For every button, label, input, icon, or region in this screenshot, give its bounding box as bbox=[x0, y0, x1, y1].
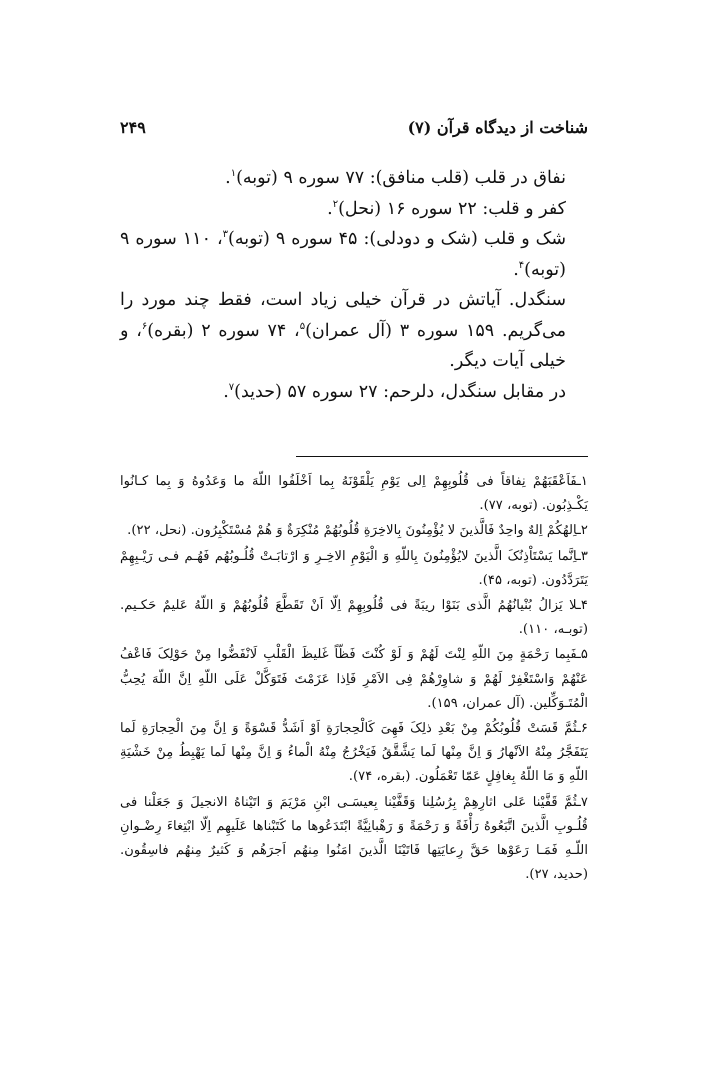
footnote-text: اِلهُکُمْ اِلهٌ واحِدٌ فَالَّذینَ لا یُؤْمِنُونَ بِالاخِرَةِ قُلُوبُهُمْ مُنْکِرَةٌ وَ هُمْ مُسْتَکْبِرُون. (نحل، ۲۲). bbox=[127, 523, 578, 539]
body-line-4-mid: ، ۷۴ سوره ۲ (بقره) bbox=[147, 320, 300, 341]
body-line-1-text: نفاق در قلب (قلب منافق): ۷۷ سوره ۹ (توبه) bbox=[236, 168, 566, 188]
body-line-5 bbox=[120, 377, 588, 408]
footnote-number: ۷ـ bbox=[577, 794, 588, 810]
body-line-1 bbox=[120, 163, 588, 194]
footnote-number: ۲ـ bbox=[577, 523, 588, 539]
page-number: ۲۴۹ bbox=[120, 118, 146, 137]
footnote-number: ۴ـ bbox=[577, 598, 588, 614]
body-line-5-end: . bbox=[223, 381, 229, 402]
body-line-1-end: . bbox=[225, 168, 231, 188]
footnote-number: ۶ـ bbox=[577, 721, 588, 737]
footnote-ref-6[interactable]: ۶ bbox=[141, 320, 148, 332]
footnotes bbox=[120, 470, 588, 888]
body-line-3 bbox=[120, 224, 588, 285]
body-line-2 bbox=[120, 194, 588, 225]
body-line-4-text: سنگدل. آیاتش در قرآن خیلی زیاد است، فقط چند مورد را می‌گریم. ۱۵۹ سوره ۳ (آل عمران) bbox=[120, 290, 566, 341]
footnote-ref-2[interactable]: ۲ bbox=[332, 198, 339, 210]
footnote-ref-1[interactable]: ۱ bbox=[230, 168, 237, 180]
footnote-5 bbox=[120, 643, 588, 716]
body-line-4-end: ، و خیلی آیات دیگر. bbox=[120, 320, 566, 371]
footnote-number: ۵ـ bbox=[577, 647, 588, 663]
footnote-2 bbox=[120, 519, 588, 543]
footnote-ref-5[interactable]: ۵ bbox=[299, 320, 306, 332]
footnote-divider bbox=[296, 456, 588, 457]
footnote-ref-3[interactable]: ۳ bbox=[222, 229, 229, 241]
footnote-text: لا یَزالُ بُنْیانُهُمُ الَّذی بَنَوْا ریبَةً فی قُلُوبِهِمْ اِلّا اَنْ تَقَطَّعَ قُلُوبُهُمْ وَ اللّهُ عَلیمٌ حَکـیم. (توبـه، ۱۱۰). bbox=[120, 598, 588, 638]
main-text bbox=[120, 163, 588, 407]
body-line-4 bbox=[120, 285, 588, 377]
footnote-text: فَاَعْقَبَهُمْ نِفاقاً فی قُلُوبِهِمْ اِلی یَوْمِ یَلْقَوْنَهُ بِما اَخْلَفُوا اللّهَ ما وَعَدُوهُ وَ بِما کـانُوا یَکْـذِبُون. (توبه، ۷۷). bbox=[120, 474, 588, 514]
footnote-3 bbox=[120, 545, 588, 593]
footnote-4 bbox=[120, 594, 588, 642]
body-line-3-text: شک و قلب (شک و دودلی): ۴۵ سوره ۹ (توبه) bbox=[228, 229, 566, 249]
footnote-7 bbox=[120, 791, 588, 888]
running-header bbox=[120, 118, 588, 144]
footnote-1 bbox=[120, 470, 588, 518]
footnote-text: فَبِما رَحْمَةٍ مِنَ اللّهِ لِنْتَ لَهُمْ وَ لَوْ کُنْتَ فَظّاً غَلیظَ الْقَلْبِ لَانْفَضُّوا مِنْ حَوْلِکَ فَاعْفُ عَنْهُمْ وَاسْتَغْفِرْ لَهُمْ وَ شاوِرْهُمْ فِی الاَمْرِ فَاِذا عَزَمْتَ فَتَوَکَّلْ عَلَی اللّهِ اِنَّ اللّهَ یُحِبُّ الْمُتَـوَکِّلین. (آل عمران، ۱۵۹). bbox=[120, 647, 588, 711]
footnote-6 bbox=[120, 717, 588, 790]
footnote-text: ثُمَّ قَفَّیْنا عَلی اثارِهِمْ بِرُسُلِنا وَقَفَّیْنا بِعیسَـی ابْنِ مَرْیَمَ وَ اتَیْناهُ الانجیلَ وَ جَعَلْنا فی قُلُـوبِ الَّذینَ اتَّبَعُوهُ رَأْفَةً وَ رَحْمَةً وَ رَهْبانِیَّةً ابْتَدَعُوها ما کَتَبْناها عَلَیهِم اِلّا ابْتِغاءَ رِضْـوانِ اللّـهِ فَمَـا رَعَوْها حَقَّ رِعایَتِها فَاتَیْنَا الَّذینَ امَنُوا مِنهُم اَجرَهُم وَ کَثیرٌ مِنهُم فاسِقُون. (حدید، ۲۷). bbox=[120, 794, 588, 883]
footnote-text: اِنَّما یَسْتَاْذِنُکَ الَّذینَ لایُؤْمِنُونَ بِاللّهِ وَ الْیَوْمِ الاخِـرِ وَ ارْتابَـتْ قُلُـوبُهُم فَهُـم فـی رَیْـبِهِمْ یَتَرَدَّدُون. (توبه، ۴۵). bbox=[120, 548, 588, 588]
footnote-ref-7[interactable]: ۷ bbox=[228, 381, 235, 393]
body-line-5-text: در مقابل سنگدل، دلرحم: ۲۷ سوره ۵۷ (حدید) bbox=[234, 381, 566, 402]
body-line-2-text: کفر و قلب: ۲۲ سوره ۱۶ (نحل) bbox=[338, 198, 566, 219]
chapter-title: شناخت از دیدگاه قرآن (۷) bbox=[407, 118, 588, 137]
body-line-2-end: . bbox=[327, 198, 333, 219]
footnote-text: ثُمَّ قَسَتْ قُلُوبُکُمْ مِنْ بَعْدِ ذلِکَ فَهِیَ کَالْحِجارَةِ اَوْ اَشَدُّ قَسْوَةً وَ اِنَّ مِنَ الْحِجارَةِ لَما یَتَفَجَّرُ مِنْهُ الاَنْهارُ وَ اِنَّ مِنْها لَما یَشَّقَّقُ فَیَخْرُجُ مِنْهُ الْماءُ وَ اِنَّ مِنْها لَما یَهْبِطُ مِنْ خَشْیَةِ اللّهِ وَ مَا اللّهُ بِغافِلٍ عَمّا تَعْمَلُون. (بقره، ۷۴). bbox=[120, 721, 588, 785]
footnote-number: ۳ـ bbox=[577, 548, 588, 564]
footnote-ref-4[interactable]: ۴ bbox=[518, 259, 525, 271]
body-line-3-end: . bbox=[513, 259, 519, 280]
body-line-3-mid: ، ۱۱۰ سوره ۹ (توبه) bbox=[120, 229, 566, 280]
footnote-number: ۱ـ bbox=[577, 474, 588, 489]
